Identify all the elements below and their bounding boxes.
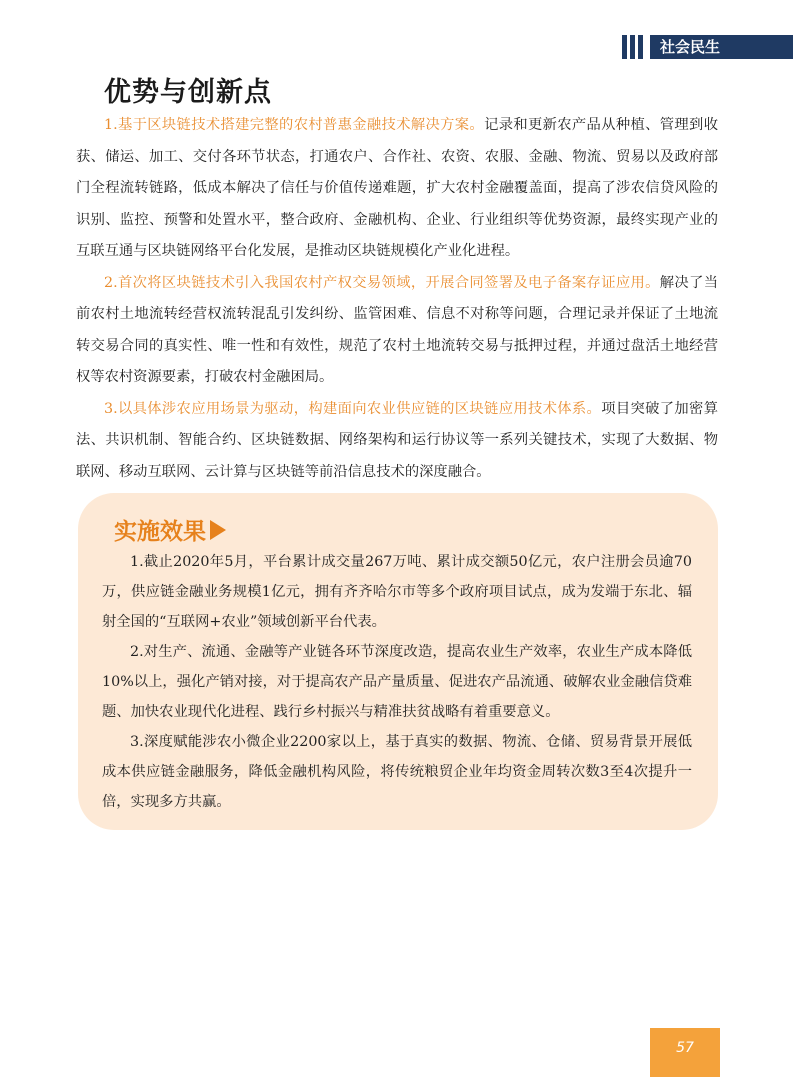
advantage-heading: 1.基于区块链技术搭建完整的农村普惠金融技术解决方案。 [104, 117, 485, 133]
header-category-label: 社会民生 [650, 35, 793, 59]
section-header-tag [622, 32, 793, 61]
effect-item: 3.深度赋能涉农小微企业2200家以上，基于真实的数据、物流、仓储、贸易背景开展低成本供应链金融服务，降低金融机构风险，将传统粮贸企业年均资金周转次数3至4次提升一倍，实现多方共赢。 [102, 734, 692, 810]
effect-item: 1.截止2020年5月，平台累计成交量267万吨、累计成交额50亿元，农户注册会员逾70万，供应链金融业务规模1亿元，拥有齐齐哈尔市等多个政府项目试点，成为发端于东北、辐射全国的“互联网+农业”领域创新平台代表。 [102, 554, 692, 630]
advantage-paragraph [76, 394, 718, 489]
play-arrow-icon [210, 520, 226, 540]
advantage-heading: 3.以具体涉农应用场景为驱动，构建面向农业供应链的区块链应用技术体系。 [104, 400, 602, 417]
advantages-text [76, 110, 718, 488]
advantage-body: 项目突破了加密算法、共识机制、智能合约、区块链数据、网络架构和运行协议等一系列关键技术，实现了大数据、物联网、移动互联网、云计算与区块链等前沿信息技术的深度融合。 [76, 400, 718, 480]
effects-title-text: 实施效果 [114, 519, 206, 545]
header-stripe [638, 35, 643, 59]
page-number: 57 [650, 1028, 720, 1077]
header-stripe [622, 35, 627, 59]
effects-panel [78, 493, 718, 830]
advantage-paragraph [76, 110, 718, 268]
header-stripe [630, 35, 635, 59]
advantage-paragraph [76, 268, 718, 394]
advantage-body: 解决了当前农村土地流转经营权流转混乱引发纠纷、监管困难、信息不对称等问题，合理记录并保证了土地流转交易合同的真实性、唯一性和有效性，规范了农村土地流转交易与抵押过程，并通过盘活土地经营权等农村资源要素，打破农村金融困局。 [76, 274, 719, 385]
section-title: 优势与创新点 [104, 77, 272, 108]
effect-item: 2.对生产、流通、金融等产业链各环节深度改造，提高农业生产效率，农业生产成本降低10%以上，强化产销对接，对于提高农产品产量质量、促进农产品流通、破解农业金融信贷难题、加快农业现代化进程、践行乡村振兴与精准扶贫战略有着重要意义。 [102, 644, 692, 720]
effects-title [114, 513, 226, 546]
advantage-heading: 2.首次将区块链技术引入我国农村产权交易领域，开展合同签署及电子备案存证应用。 [104, 274, 660, 291]
effects-text [102, 547, 692, 817]
advantage-body: 记录和更新农产品从种植、管理到收获、储运、加工、交付各环节状态，打通农户、合作社、农资、农服、金融、物流、贸易以及政府部门全程流转链路，低成本解决了信任与价值传递难题，扩大农村金融覆盖面，提高了涉农信贷风险的识别、监控、预警和处置水平，整合政府、金融机构、企业、行业组织等优势资源，最终实现产业的互联互通与区块链网络平台化发展，是推动区块链规模化产业化进程。 [76, 117, 719, 259]
